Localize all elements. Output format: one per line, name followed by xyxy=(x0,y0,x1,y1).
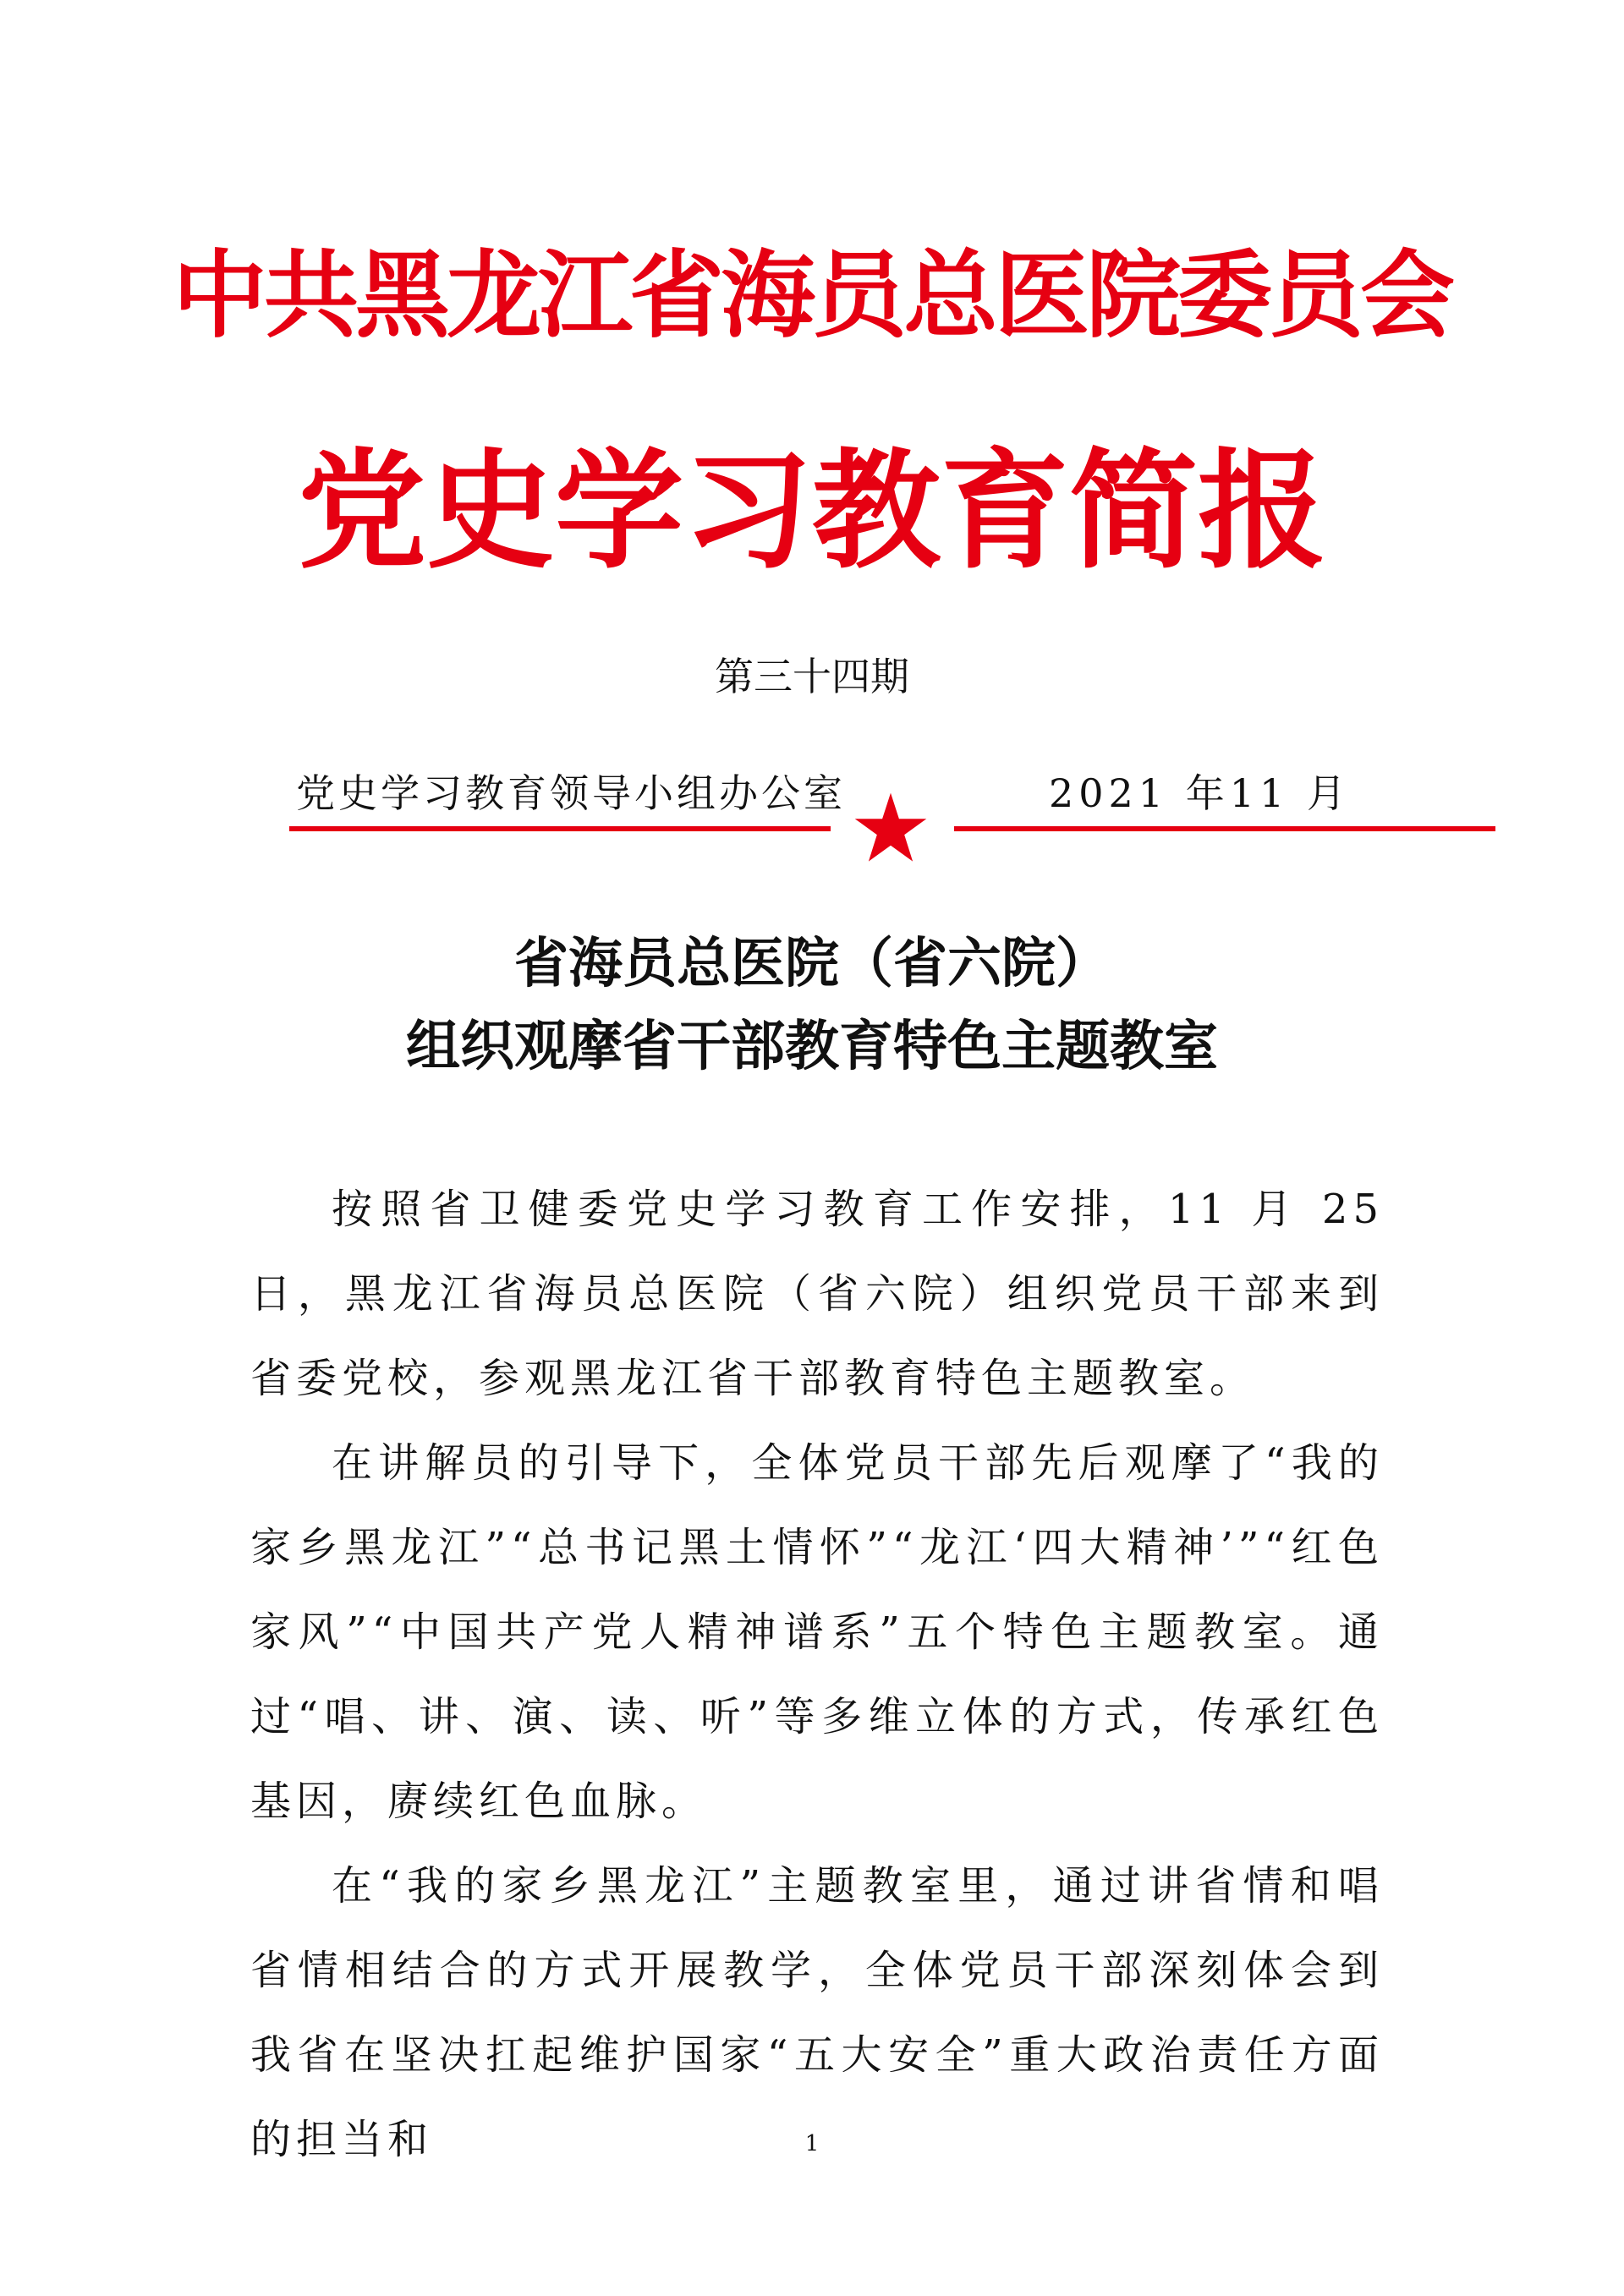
header-divider-left xyxy=(289,826,831,831)
article-paragraph: 在“我的家乡黑龙江”主题教室里，通过讲省情和唱省情相结合的方式开展教学，全体党员干部深刻体会到我省在坚决扛起维护国家“五大安全”重大政治责任方面的担当和 xyxy=(250,1862,1384,2163)
organization-header: 中共黑龙江省海员总医院委员会 xyxy=(173,241,1451,351)
article-paragraph: 按照省卫健委党史学习教育工作安排，11 月 25 日，黑龙江省海员总医院（省六院）组织党员干部来到省委党校，参观黑龙江省干部教育特色主题教室。 xyxy=(250,1186,1384,1402)
article-title-line1: 省海员总医院（省六院） xyxy=(514,933,1110,995)
article-paragraph: 在讲解员的引导下，全体党员干部先后观摩了“我的家乡黑龙江”“总书记黑土情怀”“龙江‘四大精神’”“红色家风”“中国共产党人精神谱系”五个特色主题教室。通过“唱、讲、演、读、听”等多维立体的方式，传承红色基因，赓续红色血脉。 xyxy=(250,1439,1384,1825)
star-icon xyxy=(853,790,929,866)
issuer-label: 党史学习教育领导小组办公室 xyxy=(296,770,846,816)
page-number: 1 xyxy=(804,2131,820,2156)
article-title-line2: 组织观摩省干部教育特色主题教室 xyxy=(406,1016,1218,1078)
header-divider-right xyxy=(954,826,1495,831)
issue-date: 2021 年11 月 xyxy=(1049,770,1351,816)
bulletin-title: 党史学习教育简报 xyxy=(298,436,1326,586)
issue-number: 第三十四期 xyxy=(715,654,909,699)
article-body xyxy=(250,1167,1384,2182)
